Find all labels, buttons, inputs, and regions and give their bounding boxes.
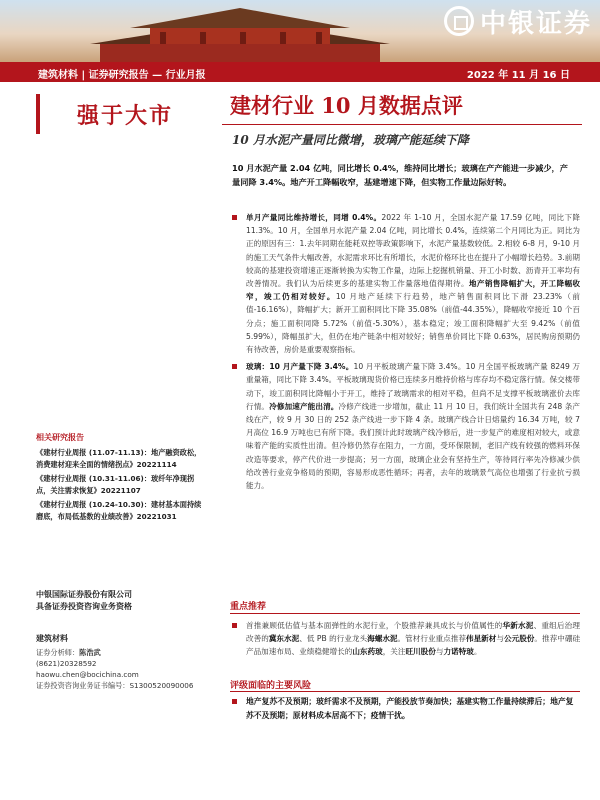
analyst-title: 证券分析师：	[36, 648, 80, 657]
analyst-sector: 建筑材料	[36, 634, 68, 643]
analyst-info	[36, 647, 208, 691]
bullet-text: 冷修产线进一步增加，截止 11 月 10 日，我们统计全国共有 248 条产线在产，较 9 月 30 日的 252 条产线进一步下降 4 条。玻璃产线合计日熔量约 16.34 万吨，较 7 月高位 16.9 万吨也已有所下降。我们预计此时玻璃产线冷修后，进一步复产的难度相对较大，或意味着产能的实质性出清。但冷修仍然存在阻力，一方面，受环保限制，老旧产线有较强的燃料环保改造等要求，停产代价进一步提高；另一方面，玻璃企业会有坚持生产，等待同行率先冷修减少供给改善行业竞争格局的预期，容易形成恶性循环；再者，去年的玻璃景气高位也增强了行业抗亏损能力。	[246, 401, 580, 491]
report-date: 2022 年 11 月 16 日	[466, 70, 570, 81]
bullet-lead: 地产销售降幅扩大，开工降幅收窄，竣工仍相对较好。	[246, 279, 581, 302]
risk-text: 地产复苏不及预期；玻纤需求不及预期，产能投放节奏加快；基建实物工作量持续滞后；地产复苏不及预期；原材料成本居高不下；疫情干扰。	[246, 697, 574, 720]
sidebar	[0, 82, 210, 800]
stock-name: 力诺特玻	[443, 647, 474, 657]
analyst-cert: 证券投资咨询业务证书编号：S1300520090006	[36, 681, 194, 690]
picks-text: 。推荐中硼硅产品加速布局、业绩稳健增长的	[246, 634, 581, 657]
risk-heading: 评级面临的主要风险	[230, 681, 312, 691]
breadcrumb: 建筑材料 | 证券研究报告 — 行业月报	[38, 70, 206, 81]
summary-paragraph: 10 月水泥产量 2.04 亿吨，同比增长 0.4%，维持同比增长；玻璃在产产能进一步减少，产量同降 3.4%。地产开工降幅收窄，基建增速下降，但实物工作量边际好转。	[232, 163, 568, 187]
rating-badge: 强于大市	[36, 94, 210, 134]
title-divider	[222, 124, 582, 125]
bullet-lead: 单月产量同比维持增长，同增 0.4%。	[246, 213, 382, 222]
related-report-item: 《建材行业周报 (10.31-11.06)：玻纤年净现拐点，关注需求恢复》20221107	[36, 474, 195, 495]
related-reports-list	[36, 447, 208, 525]
picks-text: 。管材行业重点推荐	[397, 634, 466, 644]
related-report-item: 《建材行业周报 (10.24-10.30)：建材基本面持续磨底，布局低基数的业绩改善》20221031	[36, 500, 202, 521]
risk-paragraph	[230, 695, 580, 726]
header-banner	[0, 0, 600, 62]
bullet-lead: 玻璃：10 月产量下降 3.4%。	[246, 362, 354, 372]
bullet-square-icon	[232, 623, 237, 628]
stock-name: 旺川股份	[405, 647, 436, 657]
brand-name: 中银证券	[479, 8, 592, 39]
stock-name: 华新水泥	[502, 621, 534, 630]
picks-text: 。	[473, 647, 482, 657]
picks-text: 与	[435, 647, 444, 657]
bank-emblem-icon	[444, 6, 474, 36]
report-info-band	[0, 62, 600, 82]
bullet-picks	[230, 619, 580, 659]
stock-name: 公元股份	[504, 634, 535, 644]
picks-text: 、重组后治理改善的	[246, 621, 581, 644]
company-info	[36, 589, 208, 613]
picks-text: ，关注	[382, 647, 406, 657]
analyst-phone: (8621)20328592	[36, 659, 97, 668]
picks-text: 与	[496, 634, 504, 644]
bullet-square-icon	[232, 364, 237, 369]
picks-text: 、低 PB 的行业龙头	[299, 634, 368, 644]
stock-name: 伟星新材	[465, 634, 497, 644]
bullet-square-icon	[232, 215, 237, 220]
bullet-text: 2022 年 1-10 月，全国水泥产量 17.59 亿吨，同比下降 11.3%。10 月，全国单月水泥产量 2.04 亿吨，同比增长 0.4%，连续第二个月同比为正。同比为正的原因有三：1.去年同期在能耗双控等政策影响下，水泥产量基数较低。2.相较 6-8 月，9-10 月的施工天气条件大幅改善，水泥需求环比有所增长，水泥价格环比也在提升了小幅增长趋势。3.前期较高的基建投资增速正逐渐转换为实物工作量，边际上挖掘机销量、开工小时数、沥青开工率均有改善情况。我们认为后续更多的基建实物工作量落地值得期待。	[246, 213, 581, 289]
page-subtitle: 10 月水泥产量同比微增，玻璃产能延续下降	[232, 133, 469, 147]
analyst-name: 陈浩武	[79, 648, 101, 657]
picks-divider	[230, 613, 580, 614]
related-reports-heading: 相关研究报告	[36, 433, 84, 442]
bullet-text: 10 月地产延续下行趋势，地产销售面积同比下滑 23.23%（前值-16.16%），降幅扩大；新开工面积同比下降 35.08%（前值-44.35%），降幅收窄接近 10 个百分点；施工面积同降 5.72%（前值-5.30%），基本稳定；竣工面积降幅扩大至 9.42%（前值 5.99%），降幅虽扩大，但仍在地产链条中相对较好；销售单价同比下降 0.63%，居民购房预期仍有待改善，房价是重要观察指标。	[246, 292, 580, 355]
stock-name: 海螺水泥	[367, 634, 398, 644]
stock-name: 冀东水泥	[268, 634, 300, 644]
company-qualification: 具备证券投资咨询业务资格	[36, 602, 132, 611]
bullet-cement	[230, 211, 580, 356]
page-title: 建材行业 10 月数据点评	[230, 93, 463, 118]
main-content	[222, 82, 582, 800]
picks-heading: 重点推荐	[230, 602, 267, 612]
brand-logo	[444, 4, 592, 38]
bullet-glass	[230, 360, 580, 492]
bullet-list	[230, 211, 580, 496]
risk-divider	[230, 691, 580, 692]
stock-name: 山东药玻	[352, 647, 383, 657]
company-name: 中银国际证券股份有限公司	[36, 590, 132, 599]
analyst-email: haowu.chen@bocichina.com	[36, 670, 139, 679]
picks-text: 首推兼顾低估值与基本面弹性的水泥行业，个股推荐兼具成长与价值属性的	[246, 621, 503, 630]
related-report-item: 《建材行业周报 (11.07-11.13)：地产融资政松，消费建材迎来全面的情绪拐点》20221114	[36, 448, 202, 469]
bullet-text: 10 月平板玻璃产量下降 3.4%。10 月全国平板玻璃产量 8249 万重量箱，同比下降 3.4%。平板玻璃现货价格已连续多月维持价格与库存均不稳定落行情。保交楼带动下，竣工面积同比降幅小于开工，维持了玻璃需求的相对平稳，但尚不足支撑平板玻璃涨价去库行情。	[246, 362, 580, 411]
picks-paragraph	[230, 619, 580, 663]
bullet-lead: 冷修加速产能出清。	[269, 401, 339, 411]
bullet-risk	[230, 695, 580, 722]
palace-illustration	[90, 6, 390, 62]
bullet-square-icon	[232, 699, 237, 704]
